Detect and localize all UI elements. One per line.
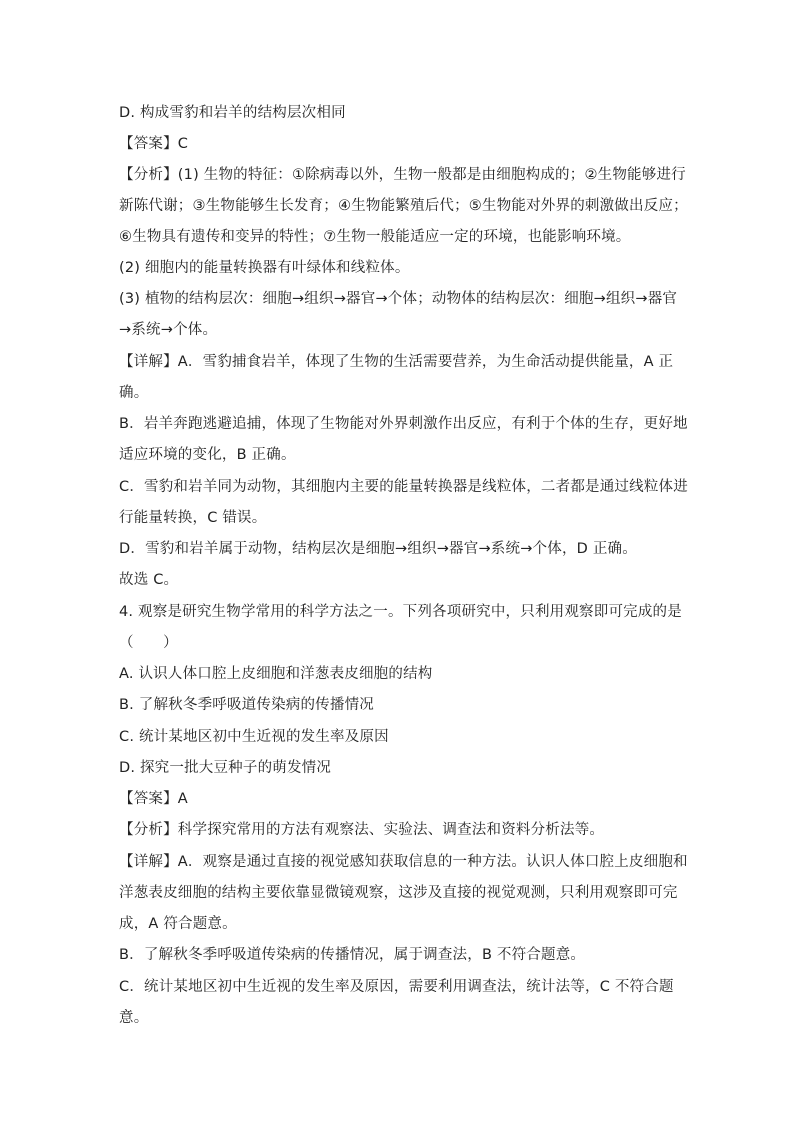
option-d-line: D. 构成雪豹和岩羊的结构层次相同 (119, 105, 346, 121)
detail-line: 洋葱表皮细胞的结构主要依靠显微镜观察，这涉及直接的视觉观测，只利用观察即可完 (119, 885, 678, 901)
analysis-line: 【分析】(1) 生物的特征：①除病毒以外，生物一般都是由细胞构成的；②生物能够进行 (119, 167, 686, 183)
detail-line: B．岩羊奔跑逃避追捕，体现了生物能对外界刺激作出反应，有利于个体的生存，更好地 (119, 416, 688, 432)
option-a: A. 认识人体口腔上皮细胞和洋葱表皮细胞的结构 (119, 666, 433, 682)
detail-line: 确。 (119, 385, 149, 401)
analysis-line: ⑥生物具有遗传和变异的特性；⑦生物一般能适应一定的环境，也能影响环境。 (119, 229, 631, 245)
detail-line: 【详解】A．雪豹捕食岩羊，体现了生物的生活需要营养，为生命活动提供能量，A 正 (119, 354, 674, 370)
detail-line: 意。 (119, 1010, 149, 1026)
option-b: B. 了解秋冬季呼吸道传染病的传播情况 (119, 697, 374, 713)
analysis-line: →系统→个体。 (119, 322, 218, 338)
question-blank: （ ） (119, 635, 178, 651)
analysis-line: 新陈代谢；③生物能够生长发育；④生物能繁殖后代；⑤生物能对外界的刺激做出反应； (119, 198, 688, 214)
detail-line: D．雪豹和岩羊属于动物，结构层次是细胞→组织→器官→系统→个体，D 正确。 (119, 541, 637, 557)
analysis-line: (3) 植物的结构层次：细胞→组织→器官→个体；动物体的结构层次：细胞→组织→器官 (119, 291, 678, 307)
answer-label: 【答案】C (119, 136, 189, 152)
detail-line: 【详解】A．观察是通过直接的视觉感知获取信息的一种方法。认识人体口腔上皮细胞和 (119, 854, 688, 870)
question-stem: 4. 观察是研究生物学常用的科学方法之一。下列各项研究中，只利用观察即可完成的是 (119, 604, 682, 620)
analysis-line: 【分析】科学探究常用的方法有观察法、实验法、调查法和资料分析法等。 (119, 822, 605, 838)
option-c: C. 统计某地区初中生近视的发生率及原因 (119, 729, 389, 745)
answer-label: 【答案】A (119, 791, 188, 807)
detail-line: C．雪豹和岩羊同为动物，其细胞内主要的能量转换器是线粒体，二者都是通过线粒体进 (119, 479, 688, 495)
detail-line: 行能量转换，C 错误。 (119, 510, 267, 526)
detail-line: B．了解秋冬季呼吸道传染病的传播情况，属于调查法，B 不符合题意。 (119, 947, 586, 963)
detail-line: 成，A 符合题意。 (119, 916, 237, 932)
analysis-line: (2) 细胞内的能量转换器有叶绿体和线粒体。 (119, 260, 410, 276)
detail-line: 适应环境的变化，B 正确。 (119, 447, 296, 463)
detail-line: C．统计某地区初中生近视的发生率及原因，需要利用调查法，统计法等，C 不符合题 (119, 979, 674, 995)
conclusion-line: 故选 C。 (119, 572, 179, 588)
option-d: D. 探究一批大豆种子的萌发情况 (119, 760, 332, 776)
